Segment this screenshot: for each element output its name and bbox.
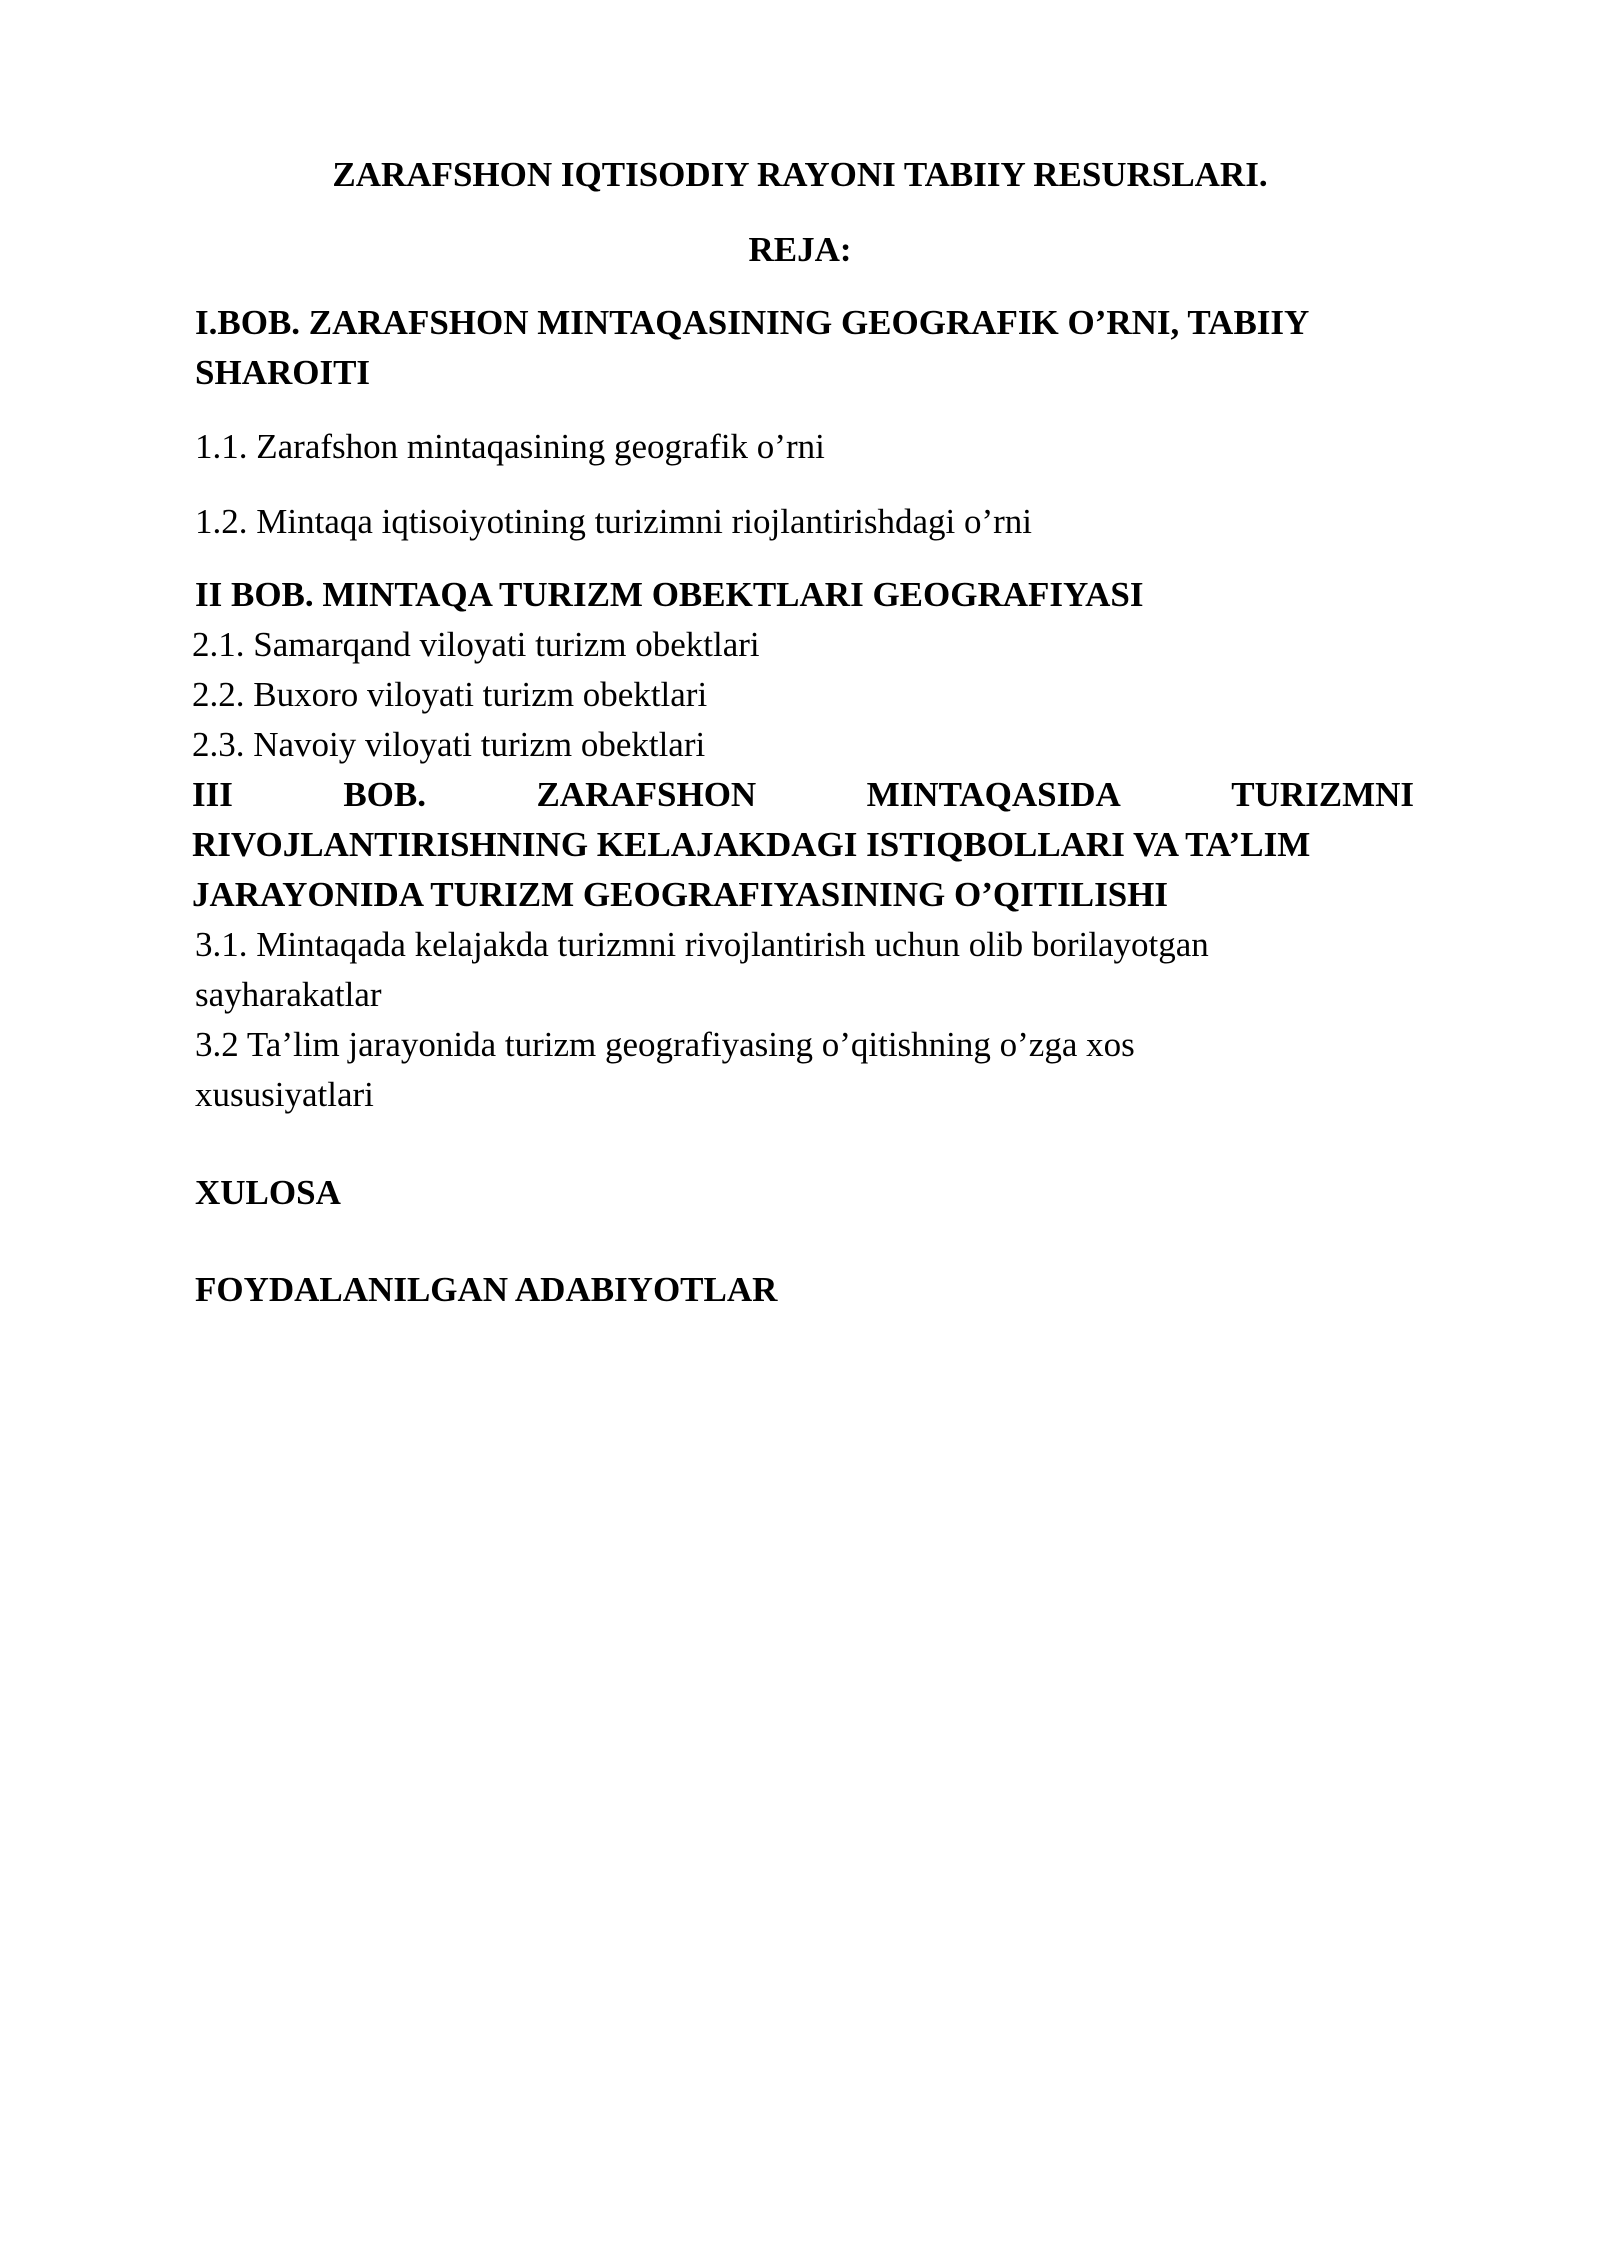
chapter2-item-2: 2.2. Buxoro viloyati turizm obektlari [192, 675, 708, 714]
chapter2-heading: II BOB. MINTAQA TURIZM OBEKTLARI GEOGRAFIYASI [195, 575, 1144, 614]
document-title: ZARAFSHON IQTISODIY RAYONI TABIIY RESURSLARI. [332, 155, 1268, 194]
chapter3-item-1-line2: sayharakatlar [195, 975, 382, 1014]
conclusion-heading: XULOSA [195, 1173, 341, 1212]
chapter2-item-1: 2.1. Samarqand viloyati turizm obektlari [192, 625, 760, 664]
chapter2-item-3: 2.3. Navoiy viloyati turizm obektlari [192, 725, 706, 764]
plan-label: REJA: [748, 230, 852, 269]
chapter3-heading-word: MINTAQASIDA [866, 775, 1121, 814]
chapter1-heading-line2: SHAROITI [195, 353, 371, 392]
chapter3-heading-line1 [192, 770, 1414, 820]
chapter3-heading-line3: JARAYONIDA TURIZM GEOGRAFIYASINING O’QITILISHI [192, 875, 1169, 914]
references-heading: FOYDALANILGAN ADABIYOTLAR [195, 1270, 778, 1309]
chapter1-heading-line1: I.BOB. ZARAFSHON MINTAQASINING GEOGRAFIK O’RNI, TABIIY [195, 303, 1310, 342]
chapter3-item-1-line1: 3.1. Mintaqada kelajakda turizmni rivojlantirish uchun olib borilayotgan [195, 925, 1209, 964]
chapter3-heading-word: III [192, 775, 233, 814]
chapter3-item-2-line2: xususiyatlari [195, 1075, 374, 1114]
chapter3-item-2-line1: 3.2 Ta’lim jarayonida turizm geografiyasing o’qitishning o’zga xos [195, 1025, 1135, 1064]
chapter1-item-1: 1.1. Zarafshon mintaqasining geografik o’rni [195, 427, 825, 466]
chapter1-item-2: 1.2. Mintaqa iqtisoiyotining turizimni riojlantirishdagi o’rni [195, 502, 1032, 541]
chapter3-heading-word: TURIZMNI [1231, 775, 1414, 814]
chapter3-heading-word: ZARAFSHON [536, 775, 757, 814]
chapter3-heading-line2: RIVOJLANTIRISHNING KELAJAKDAGI ISTIQBOLLARI VA TA’LIM [192, 825, 1311, 864]
chapter3-heading-word: BOB. [343, 775, 426, 814]
